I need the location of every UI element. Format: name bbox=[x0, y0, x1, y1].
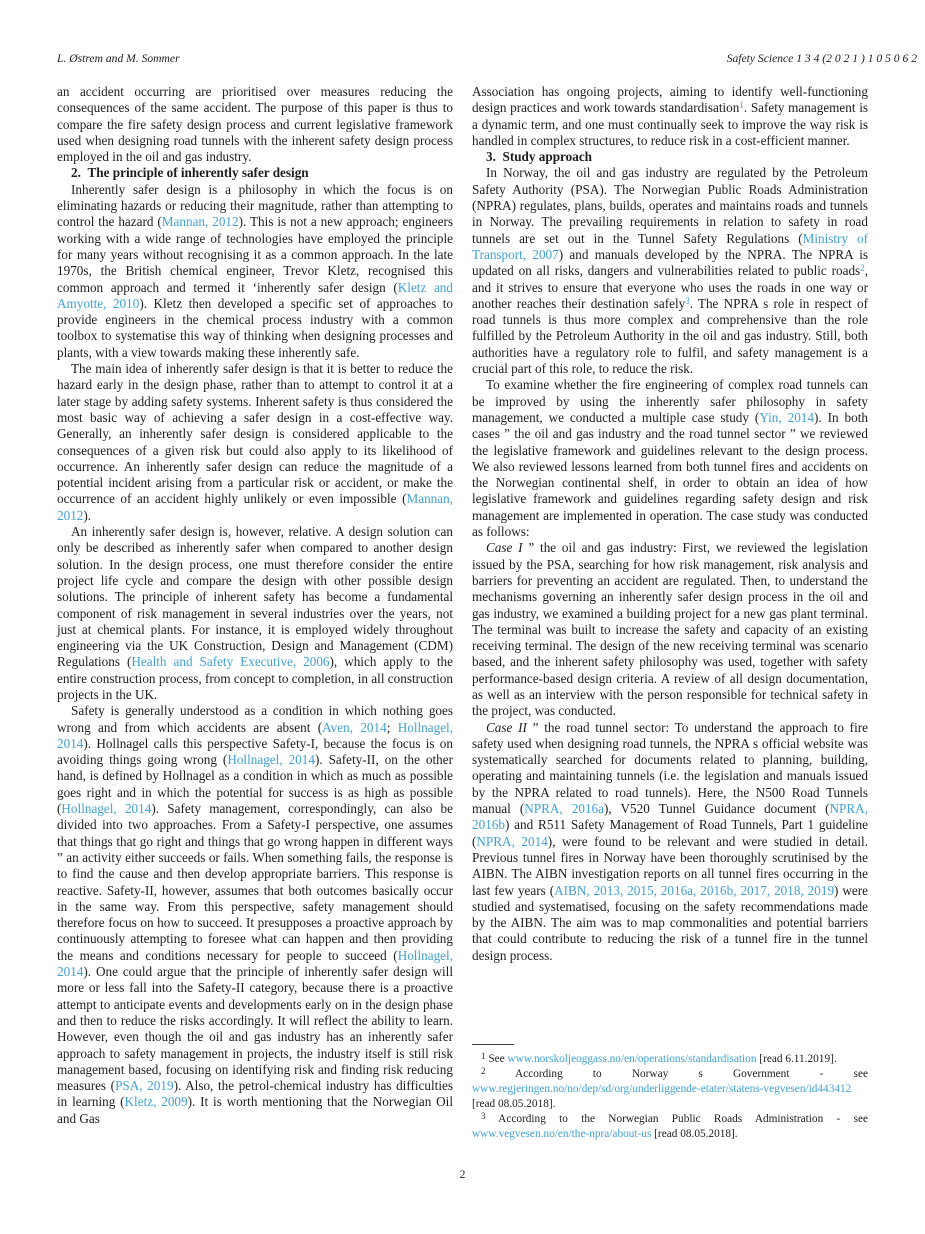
paragraph bbox=[472, 540, 868, 719]
citation-link[interactable]: Kletz and Amyotte, 2010 bbox=[57, 279, 453, 311]
footnote bbox=[472, 1052, 868, 1067]
text-segment: 3 bbox=[481, 1111, 486, 1122]
text-segment: . Safety management is a dynamic term, and one must continually seek to improve the way risk is handled in complex structures, to reduce risk in a cost-efficient manner. bbox=[472, 100, 869, 148]
text-segment: ). Safety management, correspondingly, can also be divided into two approaches. From a Safety-I perspective, one assumes that things that go right and things that go wrong happen in different ways ” an activity either succeeds or fails. When something fails, the response is to find the cause and then develop appropriate barriers. This response is reactive. Safety-II, however, assumes that both outcomes basically occur in the same way. From this perspective, safety management should therefore focus on how to succeed. It presupposes a proactive approach by continuously attempting to foresee what can happen and then providing the means and conditions necessary for people to succeed ( bbox=[57, 801, 453, 963]
text-segment: ) and R511 Safety Management of Road Tunnels, Part 1 guideline ( bbox=[472, 817, 868, 849]
text-segment: ; bbox=[386, 719, 398, 735]
paragraph-continuation bbox=[57, 84, 453, 165]
paragraph bbox=[472, 165, 868, 377]
text-segment: ), V520 Tunnel Guidance document ( bbox=[604, 801, 830, 817]
text-segment: See bbox=[485, 1053, 508, 1065]
text-segment: Case II bbox=[486, 719, 527, 735]
text-segment: According to Norway s Government - see bbox=[485, 1068, 868, 1081]
text-segment: [read 6.11.2019]. bbox=[756, 1053, 837, 1065]
text-segment: ), were found to be relevant and were studied in detail. Previous tunnel fires in Norway have been thoroughly scrutinised by the AIBN. The AIBN investigation reports on all tunnel fires occurring in the last few years ( bbox=[472, 833, 868, 898]
text-segment: According to the Norwegian Public Roads Administration - see bbox=[485, 1113, 868, 1126]
paragraph bbox=[472, 720, 868, 964]
running-head-journal: Safety Science 1 3 4 (2 0 2 1 ) 1 0 5 0 6 2 bbox=[726, 52, 917, 65]
text-segment: ” the road tunnel sector: To understand the approach to fire safety used when designing road tunnels, the NPRA s official website was systematically searched for documents related to planning, building, operating and maintaining tunnels (i.e. the legislation and manuals issued by the NPRA related to road tunnels). Here, the N500 Road Tunnels manual ( bbox=[472, 719, 868, 817]
text-segment: Safety is generally understood as a condition in which nothing goes wrong and from which accidents are absent ( bbox=[57, 703, 453, 735]
text-segment: ). One could argue that the principle of inherently safer design will more or less fall into the Safety-II category, because there is a proactive attempt to anticipate events and developments early on in the design phase and then to reduce the risks accordingly. It will reflect the ability to learn. However, even though the oil and gas industry has an inherently safer approach to safety management in projects, the industry itself is still risk management based, focusing on identifying risk and finding risk reducing measures ( bbox=[57, 964, 453, 1094]
paragraph bbox=[57, 182, 453, 361]
footnote bbox=[472, 1112, 868, 1142]
text-segment: Case I bbox=[486, 540, 523, 556]
section-3-heading: 3. Study approach bbox=[486, 149, 593, 165]
text-segment: ), which apply to the entire construction process, from concept to completion, in all construction projects in the UK. bbox=[57, 654, 453, 702]
citation-link[interactable]: www.vegvesen.no/en/the-npra/about-us bbox=[472, 1128, 652, 1141]
text-segment: ) and manuals developed by the NPRA. The NPRA is updated on all risks, dangers and vulnerabilities related to public roads bbox=[472, 246, 868, 279]
paragraph bbox=[57, 703, 453, 1127]
citation-link[interactable]: Hollnagel, 2014 bbox=[57, 947, 453, 980]
citation-link[interactable]: www.norskoljeoggass.no/en/operations/standardisation bbox=[507, 1053, 757, 1065]
paragraph bbox=[57, 361, 453, 524]
text-segment: [read 08.05.2018]. bbox=[651, 1128, 738, 1141]
citation-link[interactable]: Hollnagel, 2014 bbox=[57, 719, 454, 751]
running-head-authors: L. Østrem and M. Sommer bbox=[57, 52, 180, 65]
citation-link[interactable]: NPRA, 2016b bbox=[472, 801, 868, 833]
citation-link[interactable]: Hollnagel, 2014 bbox=[61, 801, 152, 817]
paragraph bbox=[57, 524, 453, 703]
text-segment: ). This is not a new approach; engineers working with a wide range of technologies have employed the principle for many years without recognising it as a common approach. In the late 1970s, the British chemical engineer, Trevor Kletz, recognised this common approach and termed it ‘inherently safer design ( bbox=[57, 214, 454, 295]
citation-link[interactable]: AIBN, 2013, 2015, 2016a, 2016b, 2017, 2018, 2019 bbox=[554, 882, 835, 898]
section-2-heading: 2. The principle of inherently safer design bbox=[71, 165, 309, 181]
citation-link[interactable]: 3 bbox=[685, 295, 690, 306]
text-segment: ). In both cases ” the oil and gas industry and the road tunnel sector ” we reviewed the legislative framework and guidelines relevant to the design process. We also reviewed lessons learned from both tunnel fires and accidents on the Norwegian continental shelf, in order to obtain an idea of how legislative framework and guidelines regarding safety design and risk management are implemented in operation. The case study was conducted as follows: bbox=[472, 409, 868, 540]
citation-link[interactable]: NPRA, 2014 bbox=[476, 833, 548, 849]
citation-link[interactable]: Aven, 2014 bbox=[322, 719, 387, 735]
text-segment: The main idea of inherently safer design is that it is better to reduce the hazard early in the design phase, rather than to attempt to control it at a later stage by adding safety systems. Inherent safety is thus considered the most basic way of achieving a safer design in a cost-effective way. Generally, an inherently safer design is considered applicable to the consequences of a given risk but could also apply to its likelihood of occurrence. An inherently safer design can reduce the magnitude of a potential incident arising from a particular risk or accident, or make the occurrence of an accident highly unlikely or even impossible ( bbox=[57, 361, 453, 507]
citation-link[interactable]: Mannan, 2012 bbox=[161, 214, 239, 230]
footnote-separator-rule bbox=[472, 1044, 514, 1045]
text-segment: ). Kletz then developed a specific set of approaches to provide engineers in the chemical process industry with a common toolbox to systematise this way of thinking when designing processes and plants, with a view towards making these inherently safe. bbox=[57, 295, 453, 360]
text-segment: ). Safety-II, on the other hand, is defined by Hollnagel as a condition in which as much as possible goes right and in which the potential for success is as high as possible ( bbox=[57, 752, 453, 817]
right-column bbox=[472, 84, 868, 1127]
running-head bbox=[57, 52, 917, 65]
text-segment: In Norway, the oil and gas industry are regulated by the Petroleum Safety Authority (PSA). The Norwegian Public Roads Administration (NPRA) regulates, plans, builds, operates and maintains roads and tunnels in Norway. The prevailing requirements in relation to safety in road tunnels are set out in the Tunnel Safety Regulations ( bbox=[472, 165, 868, 246]
body-columns bbox=[57, 84, 868, 1127]
text-segment: ). It is worth mentioning that the Norwegian Oil and Gas bbox=[57, 1094, 453, 1126]
text-segment: an accident occurring are prioritised over measures reducing the consequences of the same accident. The purpose of this paper is thus to compare the fire safety design process and current legislative framework used when designing road tunnels with the inherent safety design process employed in the oil and gas industry. bbox=[57, 84, 453, 165]
citation-link[interactable]: PSA, 2019 bbox=[115, 1078, 174, 1094]
text-segment: Inherently safer design is a philosophy in which the focus is on eliminating hazards or reducing their magnitude, rather than attempting to control the hazard ( bbox=[57, 181, 453, 230]
text-segment: ). bbox=[83, 507, 92, 523]
left-column bbox=[57, 84, 453, 1127]
paragraph bbox=[472, 377, 868, 540]
text-segment: 1 bbox=[481, 1051, 486, 1061]
footnotes bbox=[472, 1044, 868, 1143]
text-segment: . The NPRA s role in respect of road tunnels is thus more complex and comprehensive than the role fulfilled by the Petroleum Authority in the oil and gas industry. Still, both authorities have a regulatory role to fulfil, and safety management is a crucial part of this role, to reduce the risk. bbox=[472, 295, 868, 377]
text-segment: 2 bbox=[481, 1066, 486, 1077]
citation-link[interactable]: Health and Safety Executive, 2006 bbox=[131, 654, 330, 670]
paragraph-continuation bbox=[472, 84, 868, 149]
citation-link[interactable]: Ministry of Transport, 2007 bbox=[472, 230, 869, 262]
citation-link[interactable]: 1 bbox=[739, 100, 744, 111]
citation-link[interactable]: Kletz, 2009 bbox=[124, 1094, 188, 1110]
citation-link[interactable]: Yin, 2014 bbox=[759, 409, 814, 425]
text-segment: ). Hollnagel calls this perspective Safety-I, because the focus is on avoiding things going wrong ( bbox=[57, 735, 453, 768]
text-segment: ) were studied and systematised, focusing on the safety recommendations made by the AIBN. The aim was to map commonalities and potential barriers that could contribute to reducing the risk of a tunnel fire in the tunnel design process. bbox=[472, 882, 868, 963]
text-segment: [read 08.05.2018]. bbox=[472, 1098, 556, 1111]
citation-link[interactable]: Hollnagel, 2014 bbox=[227, 752, 315, 768]
footnote bbox=[472, 1067, 868, 1112]
citation-link[interactable]: 2 bbox=[860, 263, 865, 274]
text-segment: , and it strives to ensure that everyone who uses the roads in one way or another reaches their destination safely bbox=[472, 263, 868, 311]
text-segment: ). Also, the petrol-chemical industry has difficulties in learning ( bbox=[57, 1078, 453, 1110]
text-segment: ” the oil and gas industry: First, we reviewed the legislation issued by the PSA, searching for how risk management, risk analysis and barriers for preventing an accident are regulated. Then, to understand the mechanisms governing an inherently safer design process in the oil and gas industry, we examined a building project for a new gas plant terminal. The terminal was built to increase the safety and capacity of an existing receiving terminal. The design of the new receiving terminal was scenario based, and the inherent safety philosophy was used, together with safety performance-based design criteria. A review of all design documentation, as well as an interview with the person responsible for technical safety in the project, was conducted. bbox=[472, 540, 868, 719]
text-segment: An inherently safer design is, however, relative. A design solution can only be described as inherently safer when compared to another design solution. In the design process, one must therefore consider the entire project life cycle and compare the design with other possible design solutions. The principle of inherent safety has become a fundamental component of risk management in several industries over the years, not just at chemical plants. For instance, it is employed widely throughout engineering via the UK Construction, Design and Management (CDM) Regulations ( bbox=[57, 524, 453, 670]
citation-link[interactable]: Mannan, 2012 bbox=[57, 491, 453, 523]
page-number: 2 bbox=[459, 1168, 466, 1181]
citation-link[interactable]: www.regjeringen.no/no/dep/sd/org/underliggende-etater/statens-vegvesen/id443412 bbox=[472, 1083, 852, 1096]
text-segment: Association has ongoing projects, aiming to identify well-functioning design practices and work towards standardisation bbox=[472, 84, 868, 116]
text-segment: To examine whether the fire engineering of complex road tunnels can be improved by using the inherently safer philosophy in safety management, we conducted a multiple case study ( bbox=[472, 377, 868, 425]
citation-link[interactable]: NPRA, 2016a bbox=[524, 801, 604, 817]
